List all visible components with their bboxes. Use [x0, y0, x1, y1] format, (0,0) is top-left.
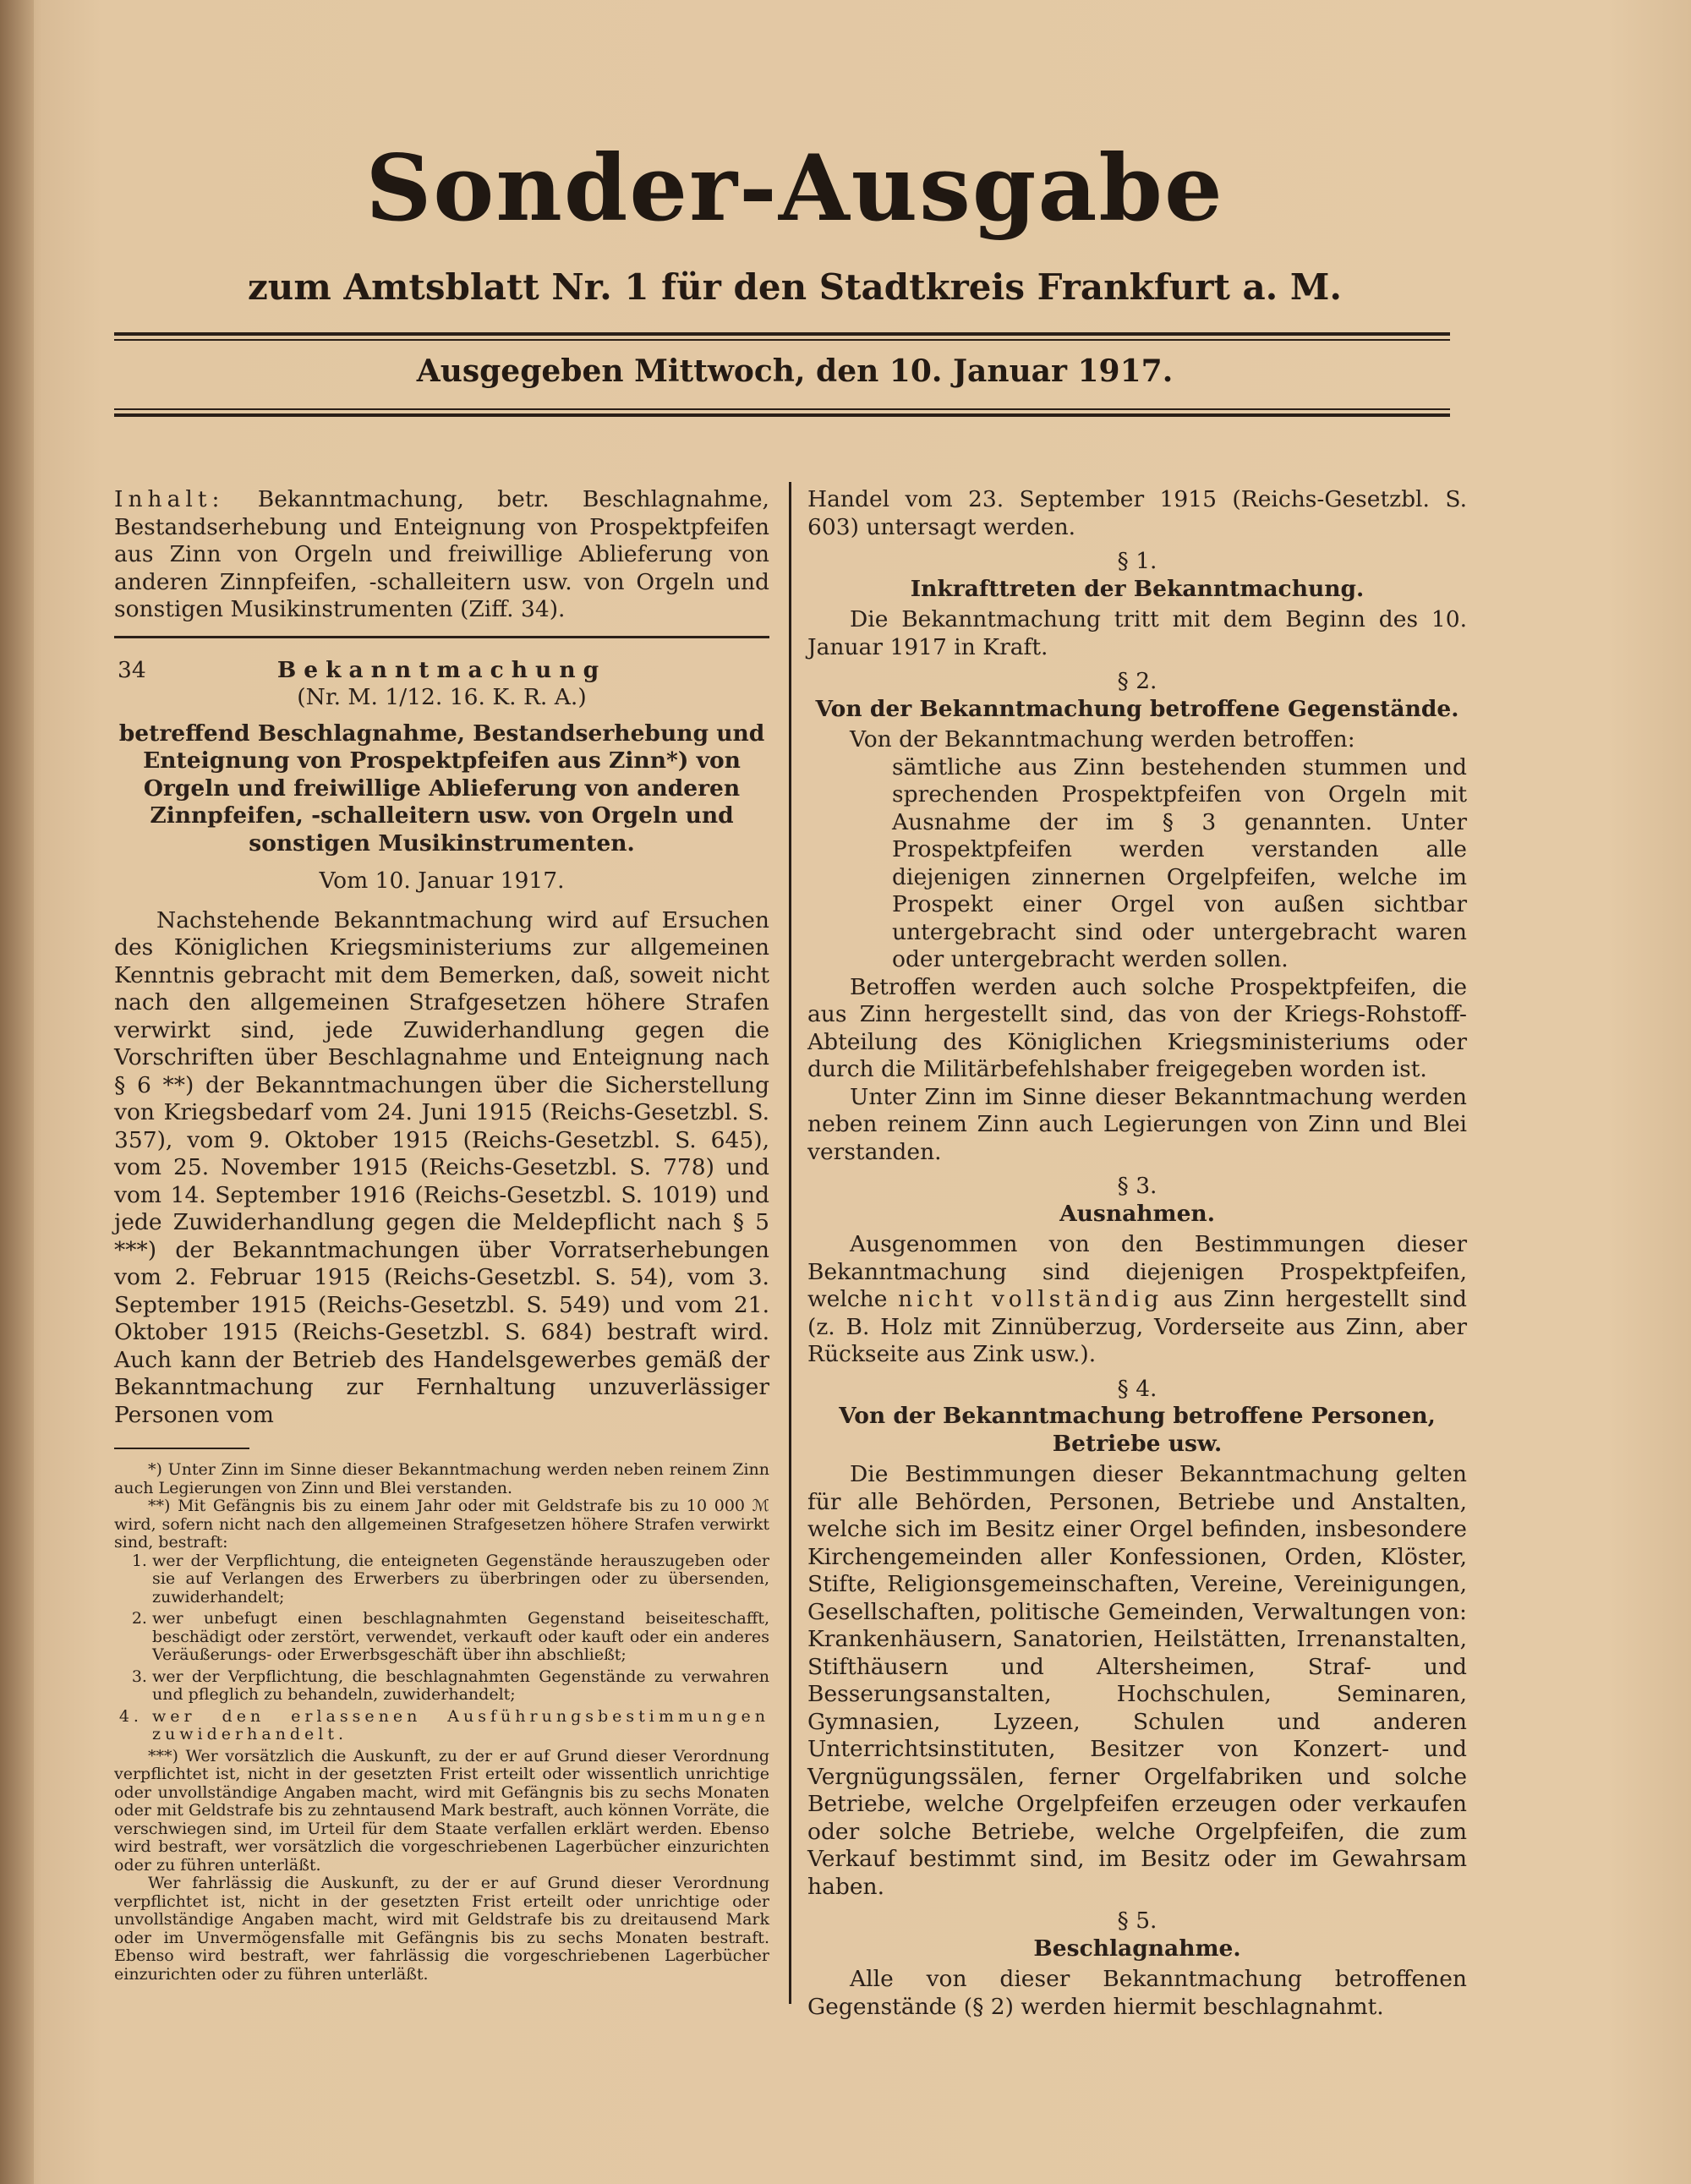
section-2-title: Von der Bekanntmachung betroffene Gegenstände.: [815, 695, 1459, 722]
section-1-title: Inkrafttreten der Bekanntmachung.: [910, 575, 1365, 602]
article-heading-text: Bekanntmachung: [276, 656, 607, 683]
section-1-number: § 1.: [1117, 548, 1157, 574]
top-rule: [114, 332, 1450, 336]
list-item: 2. wer unbefugt einen beschlagnahmten Gegenstand beiseiteschafft, beschädigt oder zerstört, verwendet, verkauft oder kauft oder ein anderes Veräußerungs- oder Erwerbsgeschäft über ihn abschließt;: [152, 1610, 769, 1665]
left-column: [114, 486, 769, 1984]
page-title: Sonder-Ausgabe: [365, 135, 1224, 242]
section-5-number: § 5.: [1117, 1908, 1157, 1934]
binding-edge: [0, 0, 34, 2184]
bottom-rule: [114, 413, 1450, 417]
section-5-text: Alle von dieser Bekanntmachung betroffenen Gegenstände (§ 2) werden hiermit beschlagnahmt.: [807, 1966, 1467, 2020]
section-4-text: Die Bestimmungen dieser Bekanntmachung gelten für alle Behörden, Personen, Betriebe und Anstalten, welche sich im Besitz einer Orgel befinden, insbesondere Kirchengemeinden aller Konfessionen, Orden, Klöster, Stifte, Religionsgemeinschaften, Vereine, Vereinigungen, Gesellschaften, politische Gemeinden, Verwaltungen von: Krankenhäusern, Sanatorien, Heilstätten, Irrenanstalten, Stifthäusern und Altersheimen, Straf- und Besserungsanstalten, Hochschulen, Seminaren, Gymnasien, Lyzeen, Schulen und anderen Unterrichtsinstituten, Besitzer von Konzert- und Vergnügungssälen, ferner Orgelfabriken und solche Betriebe, welche Orgelpfeifen erzeugen oder verkaufen oder solche Betriebe, welche Orgelpfeifen, die zum Verkauf bestimmt sind, im Besitz oder im Gewahrsam haben.: [807, 1461, 1467, 1900]
footnote-3: ***) Wer vorsätzlich die Auskunft, zu der er auf Grund dieser Verordnung verpflichtet ist, nicht in der gesetzten Frist erteilt oder wissentlich unrichtige oder unvollständige Angaben macht, wird mit Gefängnis bis zu sechs Monaten oder mit Geldstrafe bis zu zehntausend Mark bestraft, auch können Vorräte, die verschwiegen sind, im Urteil für dem Staate verfallen erklärt werden. Ebenso wird bestraft, wer vorsätzlich die vorgeschriebenen Lagerbücher einzurichten oder zu führen unterläßt.: [114, 1746, 769, 1875]
article-number: 34: [118, 656, 146, 683]
footnote-2: **) Mit Gefängnis bis zu einem Jahr oder mit Geldstrafe bis zu 10 000 ℳ wird, sofern nicht nach den allgemeinen Strafgesetzen höhere Strafen verwirkt sind, bestraft:: [114, 1497, 769, 1552]
section-5-title: Beschlagnahme.: [1033, 1935, 1241, 1962]
section-3-text-a: Ausgenommen von den Bestimmungen dieser Bekanntmachung sind diejenigen Prospektpfeifen, welche: [807, 1231, 1467, 1312]
article-heading: [114, 657, 769, 685]
section-1-text: Die Bekanntmachung tritt mit dem Beginn des 10. Januar 1917 in Kraft.: [807, 606, 1467, 660]
section-3-text-c: aus Zinn hergestellt sind (z. B. Holz mit Zinnüberzug, Vorderseite aus Zinn, aber Rückseite aus Zink usw.).: [807, 1286, 1467, 1367]
list-item: 3. wer der Verpflichtung, die beschlagnahmten Gegenstände zu verwahren und pfleglich zu behandeln, zuwiderhandelt;: [152, 1668, 769, 1705]
list-item: 4. wer den erlassenen Ausführungsbestimmungen zuwiderhandelt.: [152, 1708, 769, 1744]
section-3-number: § 3.: [1117, 1173, 1157, 1199]
section-2-item: sämtliche aus Zinn bestehenden stummen und sprechenden Prospektpfeifen von Orgeln mit Ausnahme der im § 3 genannten. Unter Prospektpfeifen werden verstanden alle diejenigen zinnernen Orgelpfeifen, welche im Prospekt einer Orgel von außen sichtbar untergebracht sind oder untergebracht waren oder untergebracht werden sollen.: [892, 753, 1467, 972]
issue-date: Ausgegeben Mittwoch, den 10. Januar 1917.: [416, 353, 1174, 389]
section-4-title: Von der Bekanntmachung betroffene Personen, Betriebe usw.: [839, 1403, 1436, 1457]
section-2-number: § 2.: [1117, 668, 1157, 694]
section-2-paragraph-2: Betroffen werden auch solche Prospektpfeifen, die aus Zinn hergestellt sind, das von der Kriegs-Rohstoff-Abteilung des Königlichen Kriegsministeriums oder durch die Militärbefehlshaber freigegeben worden ist.: [807, 973, 1467, 1082]
column-divider: [789, 482, 791, 2004]
contents-text: Bekanntmachung, betr. Beschlagnahme, Bestandserhebung und Enteignung von Prospektpfeifen aus Zinn von Orgeln und freiwillige Ablieferung von anderen Zinnpfeifen, -schalleitern usw. von Orgeln und sonstigen Musikinstrumenten (Ziff. 34).: [114, 486, 769, 622]
bottom-rule-thin: [114, 408, 1450, 410]
footnote-separator: [114, 1448, 249, 1449]
section-2-paragraph-3: Unter Zinn im Sinne dieser Bekanntmachung werden neben reinem Zinn auch Legierungen von Zinn und Blei verstanden.: [807, 1083, 1467, 1165]
footnote-4: Wer fahrlässig die Auskunft, zu der er auf Grund dieser Verordnung verpflichtet ist, nicht in der gesetzten Frist erteilt oder unrichtige oder unvollständige Angaben macht, wird mit Geldstrafe bis zu dreitausend Mark oder im Unvermögensfalle mit Gefängnis bis zu sechs Monaten bestraft. Ebenso wird bestraft, wer fahrlässig die vorgeschriebenen Lagerbücher einzurichten oder zu führen unterläßt.: [114, 1874, 769, 1984]
footnotes: [114, 1461, 769, 1984]
article-reference: (Nr. M. 1/12. 16. K. R. A.): [297, 684, 587, 710]
article-subject: betreffend Beschlagnahme, Bestandserhebung und Enteignung von Prospektpfeifen aus Zinn*) von Orgeln und freiwillige Ablieferung von anderen Zinnpfeifen, -schalleitern usw. von Orgeln und sonstigen Musikinstrumenten.: [118, 720, 765, 857]
section-3-text: [807, 1231, 1467, 1369]
right-column: [807, 486, 1467, 2021]
top-rule-thin: [114, 339, 1450, 341]
section-3-emphasis: nicht vollständig: [898, 1286, 1163, 1312]
article-intro: Nachstehende Bekanntmachung wird auf Ersuchen des Königlichen Kriegsministeriums zur allgemeinen Kenntnis gebracht mit dem Bemerken, daß, soweit nicht nach den allgemeinen Strafgesetzen höhere Strafen verwirkt sind, jede Zuwiderhandlung gegen die Vorschriften über Beschlagnahme und Enteignung nach § 6 **) der Bekanntmachungen über die Sicherstellung von Kriegsbedarf vom 24. Juni 1915 (Reichs-Gesetzbl. S. 357), vom 9. Oktober 1915 (Reichs-Gesetzbl. S. 645), vom 25. November 1915 (Reichs-Gesetzbl. S. 778) und vom 14. September 1916 (Reichs-Gesetzbl. S. 1019) und jede Zuwiderhandlung gegen die Meldepflicht nach § 5 ***) der Bekanntmachungen über Vorratserhebungen vom 2. Februar 1915 (Reichs-Gesetzbl. S. 54), vom 3. September 1915 (Reichs-Gesetzbl. S. 549) und vom 21. Oktober 1915 (Reichs-Gesetzbl. S. 684) bestraft wird. Auch kann der Betrieb des Handelsgewerbes gemäß der Bekanntmachung zur Fernhaltung unzuverlässiger Personen vom: [114, 906, 769, 1428]
footnote-2-list: [114, 1552, 769, 1744]
footnote-1: *) Unter Zinn im Sinne dieser Bekanntmachung werden neben reinem Zinn auch Legierungen von Zinn und Blei verstanden.: [114, 1460, 769, 1497]
list-item: 1. wer der Verpflichtung, die enteigneten Gegenstände herauszugeben oder sie auf Verlangen des Erwerbers zu überbringen oder zu übersenden, zuwiderhandelt;: [152, 1552, 769, 1607]
contents-block: [114, 486, 769, 638]
contents-label: Inhalt:: [114, 486, 225, 512]
section-3-title: Ausnahmen.: [1059, 1200, 1215, 1227]
section-2-lead: Von der Bekanntmachung werden betroffen:: [850, 726, 1355, 753]
article-intro-continued: Handel vom 23. September 1915 (Reichs-Gesetzbl. S. 603) untersagt werden.: [807, 486, 1467, 540]
article-date: Vom 10. Januar 1917.: [319, 868, 565, 894]
section-4-number: § 4.: [1117, 1375, 1157, 1402]
page-subtitle: zum Amtsblatt Nr. 1 für den Stadtkreis Frankfurt a. M.: [247, 266, 1343, 308]
